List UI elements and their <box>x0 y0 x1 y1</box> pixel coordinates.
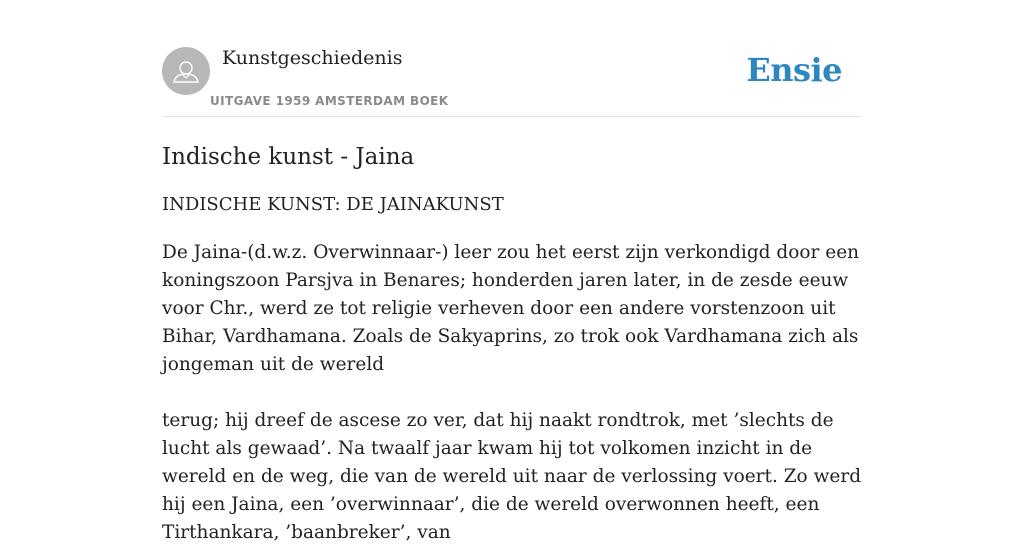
author-avatar[interactable] <box>162 47 210 95</box>
ensie-logo[interactable]: Ensie <box>746 51 842 89</box>
author-name-link[interactable]: Kunstgeschiedenis <box>222 47 403 69</box>
article-header <box>162 0 862 117</box>
article-paragraph-2: terug; hij dreef de ascese zo ver, dat hij naakt rondtrok, met ’slechts de lucht als gewaad’. Na twaalf jaar kwam hij tot volkomen inzicht in de wereld en de weg, die van de wereld uit naar de verlossing voert. Zo werd hij een Jaina, een ’overwinnaar’, die de wereld overwonnen heeft, een Tirthankara, ’baanbreker’, van <box>162 410 862 543</box>
edition-label[interactable]: UITGAVE 1959 AMSTERDAM BOEK <box>210 94 449 108</box>
article-paragraph-1: De Jaina-(d.w.z. Overwinnaar-) leer zou het eerst zijn verkondigd door een koningszoon Parsjva in Benares; honderden jaren later, in de zesde eeuw voor Chr., werd ze tot religie verheven door een andere vorstenzoon uit Bihar, Vardhamana. Zoals de Sakyaprins, zo trok ook Vardhamana zich als jongeman uit de wereld <box>162 242 860 375</box>
article-title: Indische kunst - Jaina <box>162 144 415 170</box>
article-page <box>162 0 862 547</box>
article-subtitle: INDISCHE KUNST: DE JAINAKUNST <box>162 194 504 215</box>
article-body <box>162 239 862 547</box>
user-icon <box>162 47 210 95</box>
